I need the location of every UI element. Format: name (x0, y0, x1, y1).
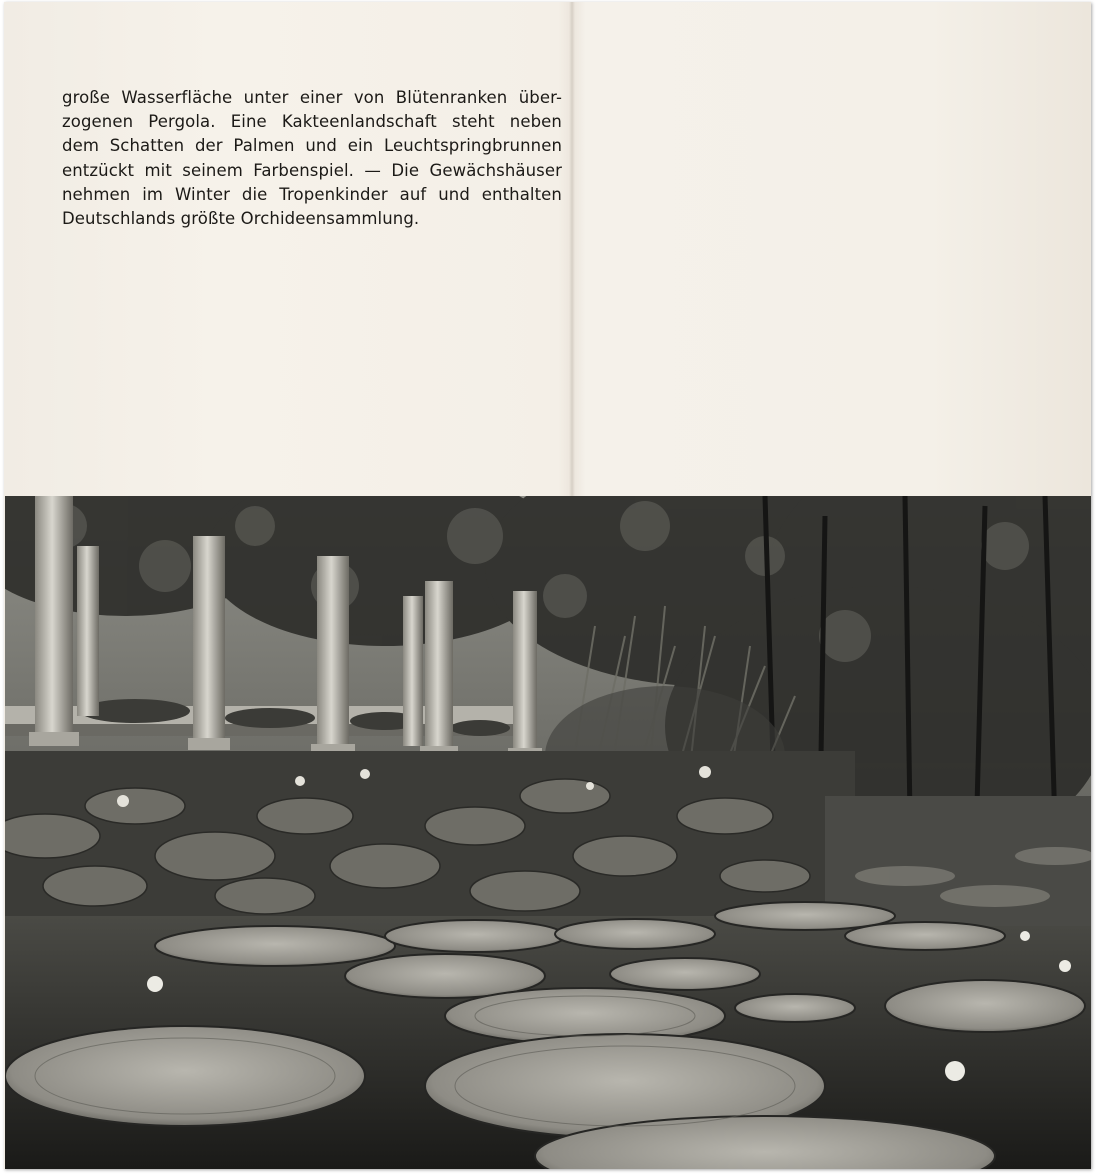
brochure-page (4, 2, 1091, 1169)
paragraph-line-5: nehmen im Winter die Tropenkinder auf und enthalten (62, 184, 562, 204)
pergola-lily-pond-photo (5, 496, 1091, 1169)
paragraph-line-6: Deutschlands größte Orchideensammlung. (62, 209, 420, 229)
paragraph-line-4: entzückt mit seinem Farbenspiel. — Die Gewächshäuser (62, 160, 562, 180)
paragraph-line-3: dem Schatten der Palmen und ein Leuchtspringbrunnen (62, 136, 562, 156)
paragraph-line-2: zogenen Pergola. Eine Kakteenlandschaft steht neben (62, 112, 562, 132)
paragraph-line-1: große Wasserfläche unter einer von Blütenranken über- (62, 88, 562, 107)
body-paragraph (62, 86, 562, 231)
